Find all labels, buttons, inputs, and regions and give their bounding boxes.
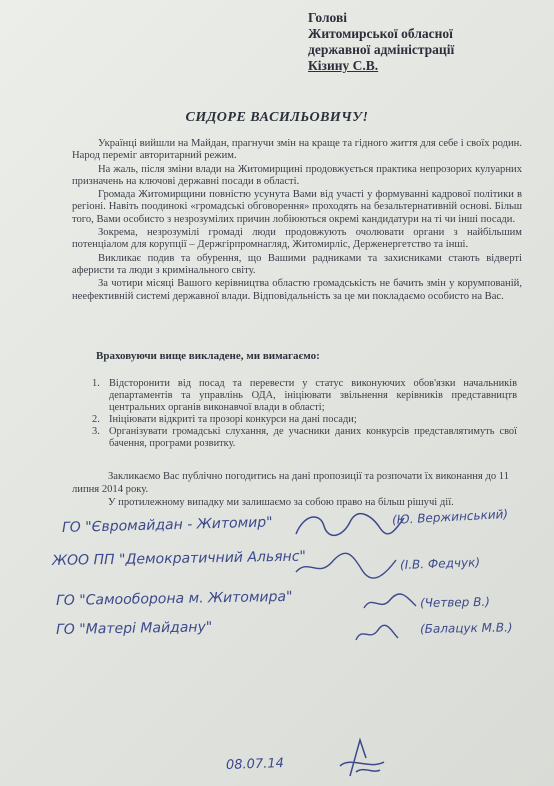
handwritten-name-3: (Четвер В.) (419, 594, 491, 610)
handwritten-org: ЖОО ПП "Демократичний Альянс" (51, 548, 307, 569)
closing-block (72, 470, 522, 509)
list-item (92, 414, 517, 426)
handwritten-date: 08.07.14 (225, 755, 285, 774)
handwritten-line-4 (56, 619, 213, 638)
handwritten-line-3 (56, 589, 293, 609)
addressee-block (308, 10, 548, 74)
signature-scribble-date (330, 736, 390, 780)
handwritten-name-4: (Балацук М.В.) (419, 620, 513, 636)
handwritten-line-2 (52, 549, 306, 569)
list-number: 3. (92, 426, 100, 437)
handwritten-name-2: (І.В. Федчук) (399, 555, 481, 572)
signature-scribble-3 (360, 590, 420, 616)
list-item (92, 426, 517, 450)
signature-scribble-2 (292, 548, 402, 582)
paragraph: За чотири місяці Вашого керівництва областю громадськість не бачить змін у корумпованій, неефективній системі державної влади. Відповідальність за це ми покладаємо особисто на Вас. (72, 278, 522, 302)
handwritten-name-1: (Ю. Вержинський) (391, 506, 509, 527)
letter-body (72, 138, 522, 304)
addressee-line-1: Голові (308, 10, 348, 25)
list-text: Ініціювати відкриті та прозорі конкурси на дані посади; (109, 414, 357, 425)
list-number: 2. (92, 414, 100, 425)
signature-scribble-4 (352, 620, 402, 646)
list-text: Організувати громадські слухання, де учасники даних конкурсів представлятимуть свої бачення, програми розвитку. (109, 426, 517, 449)
addressee-line-2: Житомирської обласної (308, 26, 453, 41)
handwritten-org: ГО "Матері Майдану" (55, 619, 213, 638)
list-text: Відсторонити від посад та перевести у статус виконуючих обов'язки начальників департаментів та управлінь ОДА, ініціювати звільнення керівників представництв центральних органів виконавчої влади в області; (109, 378, 517, 413)
list-number: 1. (92, 378, 100, 389)
list-item (92, 378, 517, 414)
demands-heading: Враховуючи вище викладене, ми вимагаємо: (96, 350, 320, 362)
paragraph: На жаль, після зміни влади на Житомирщині продовжується практика непрозорих кулуарних призначень на ключові державні посади в області. (72, 163, 522, 187)
addressee-name: Кізину С.В. (308, 58, 379, 73)
closing-paragraph: Закликаємо Вас публічно погодитись на дані пропозиції та розпочати їх виконання до 11 липня 2014 року. (72, 471, 509, 495)
addressee-line-3: державної адміністрації (308, 42, 455, 57)
paragraph: Українці вийшли на Майдан, прагнучи змін на краще та гідного життя для себе і своїх родин. Народ переміг авторитарний режим. (72, 138, 522, 162)
demands-list (92, 378, 517, 450)
handwritten-line-1 (62, 514, 273, 536)
paragraph: Громада Житомирщини повністю усунута Вами від участі у формуванні кадрової політики в регіоні. Навіть поодинокі «громадські обговорення» проходять на безальтернативній основі. Більш того, Вами особисто з незрозумілих причин лобіюються окремі кандидатури на ті чи інші посади. (72, 189, 522, 225)
paragraph: Зокрема, незрозумілі громаді люди продовжують очолювати органи з найбільшим потенціалом для корупції – Держгірпромнагляд, Житомирліс, Держенергетство та інші. (72, 227, 522, 251)
handwritten-org: ГО "Євромайдан - Житомир" (61, 514, 273, 536)
paragraph: Викликає подив та обурення, що Вашими радниками та захисниками стають відверті аферисти та люди з кримінального світу. (72, 252, 522, 276)
handwritten-org: ГО "Самооборона м. Житомира" (55, 588, 293, 609)
closing-paragraph: У протилежному випадку ми залишаємо за собою право на більш рішучі дії. (108, 497, 454, 508)
salutation: СИДОРЕ ВАСИЛЬОВИЧУ! (185, 110, 369, 125)
signature-scribble-1 (290, 508, 410, 544)
